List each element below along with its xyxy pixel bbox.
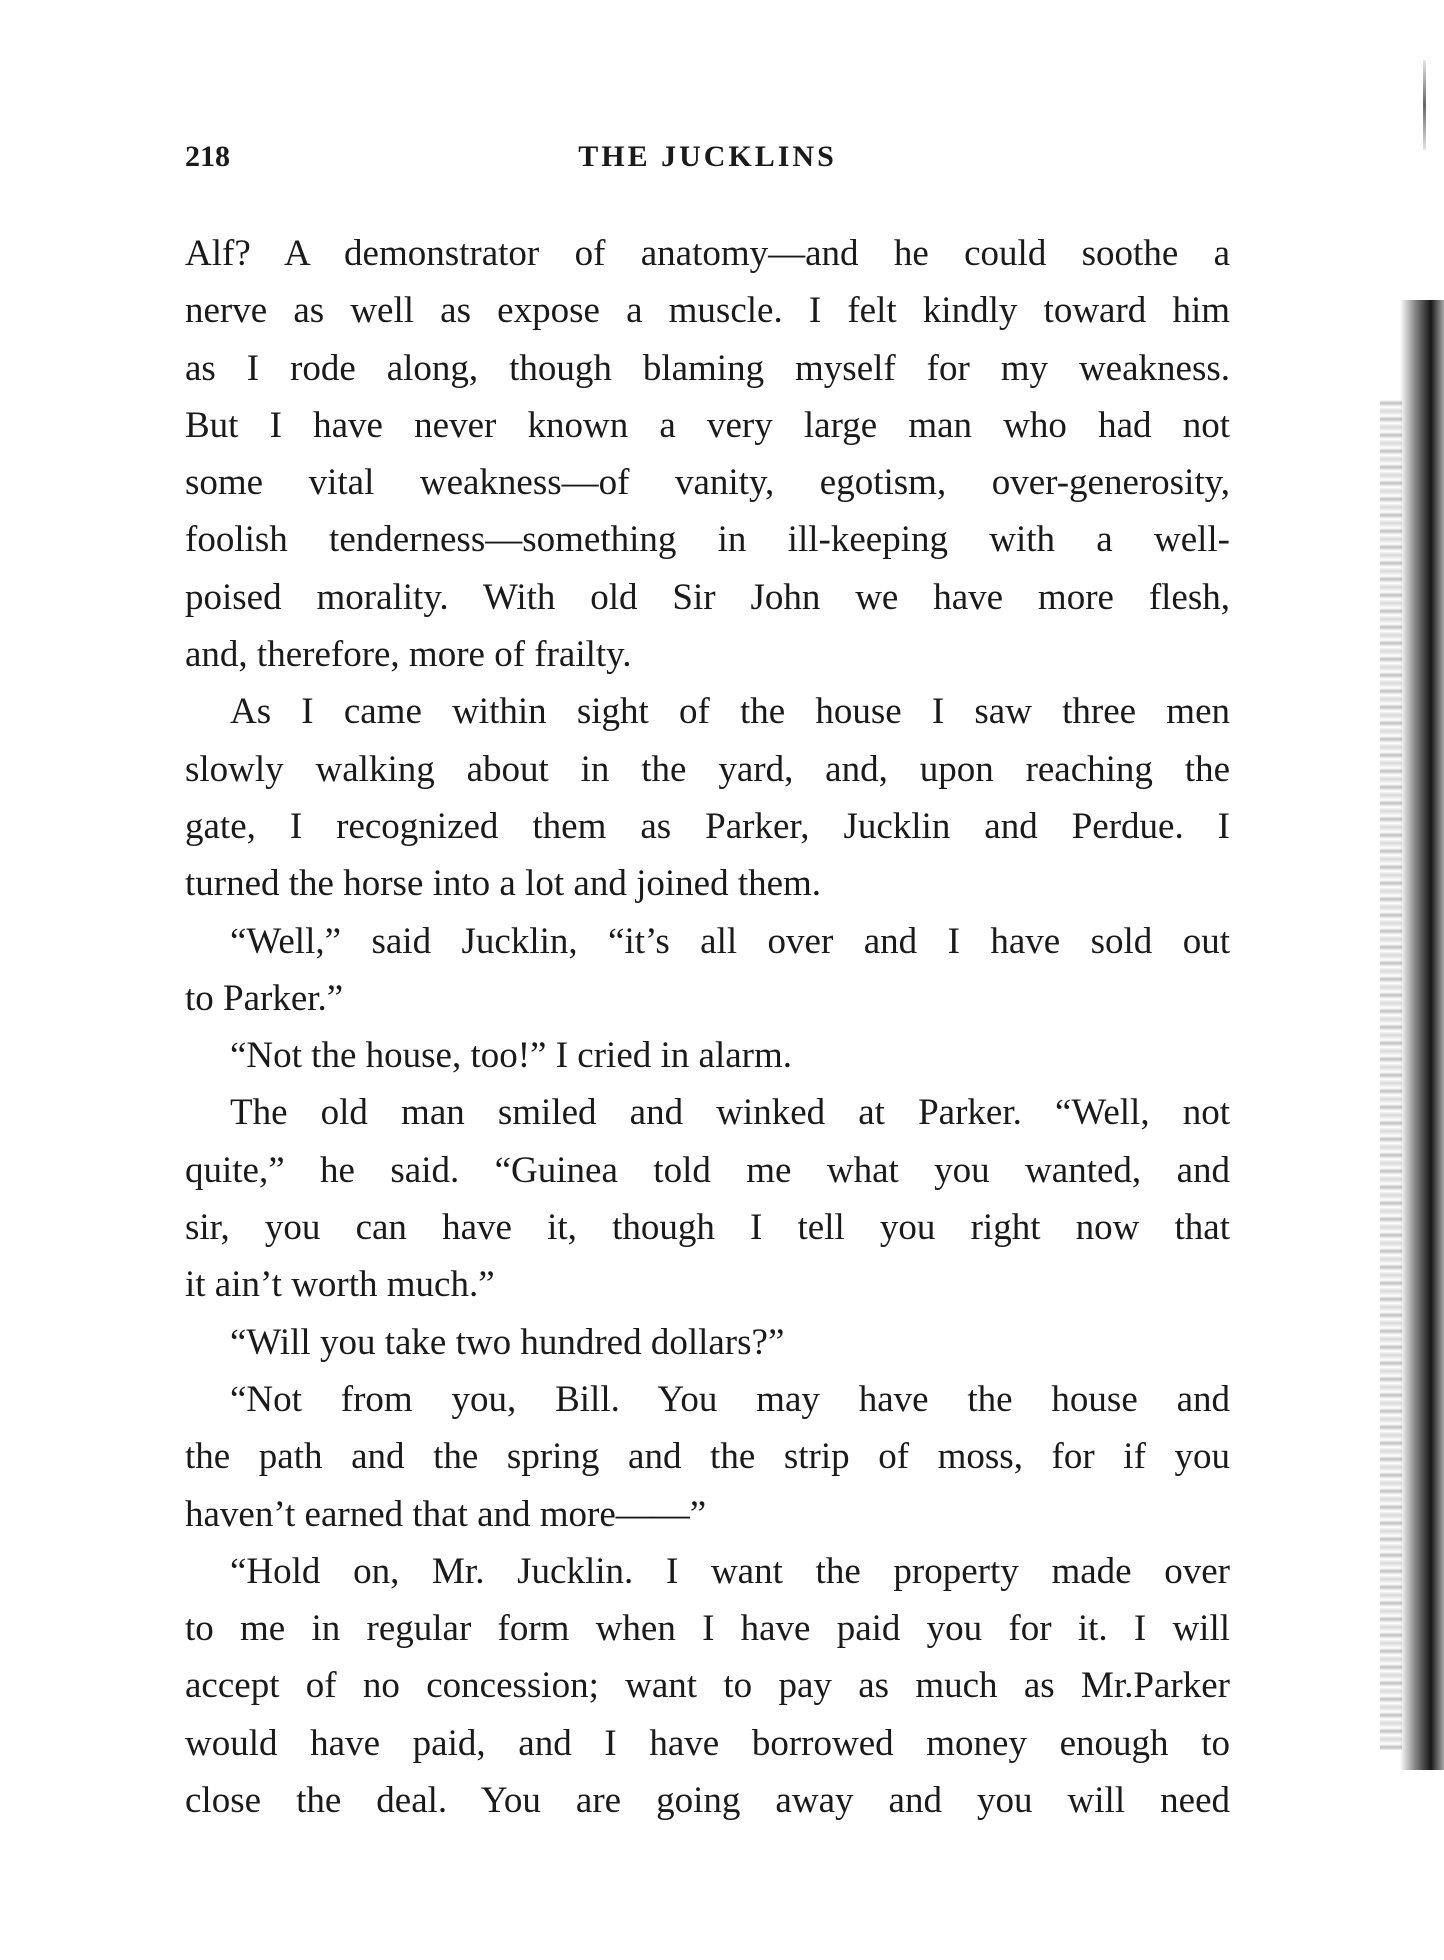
page-number: 218 — [185, 140, 230, 173]
text-line: Alf? A demonstrator of anatomy—and he could soothe a — [185, 233, 1230, 274]
text-line: close the deal. You are going away and you will need — [185, 1780, 1230, 1822]
text-line: But I have never known a very large man who had not — [185, 404, 1230, 446]
text-line: and, therefore, more of frailty. — [185, 634, 632, 676]
text-line: some vital weakness—of vanity, egotism, over-generosity, — [185, 462, 1230, 504]
text-line: accept of no concession; want to pay as much as Mr.Parker — [185, 1665, 1230, 1707]
paragraph-start-line: “Not the house, too!” I cried in alarm. — [230, 1035, 792, 1077]
text-line: foolish tenderness—something in ill-keeping with a well- — [185, 519, 1230, 561]
text-line: haven’t earned that and more——” — [185, 1493, 707, 1535]
paragraph-start-line: “Will you take two hundred dollars?” — [230, 1321, 785, 1363]
text-line: would have paid, and I have borrowed money enough to — [185, 1722, 1230, 1764]
text-line: as I rode along, though blaming myself for my weakness. — [185, 347, 1230, 389]
paragraph-start-line: “Not from you, Bill. You may have the house and — [230, 1378, 1230, 1420]
text-line: to Parker.” — [185, 977, 344, 1019]
text-line: the path and the spring and the strip of moss, for if you — [185, 1436, 1230, 1478]
text-line: quite,” he said. “Guinea told me what you wanted, and — [185, 1149, 1230, 1191]
text-line: poised morality. With old Sir John we have more flesh, — [185, 576, 1230, 618]
paragraph-start-line: “Well,” said Jucklin, “it’s all over and I have sold out — [230, 920, 1230, 962]
text-line: it ain’t worth much.” — [185, 1264, 495, 1306]
scan-edge-mark — [1423, 60, 1426, 150]
text-line: slowly walking about in the yard, and, upon reaching the — [185, 748, 1230, 790]
binding-speckle — [1380, 400, 1402, 1750]
text-line: turned the horse into a lot and joined them. — [185, 863, 822, 905]
running-head — [185, 140, 1230, 184]
text-line: sir, you can have it, though I tell you right now that — [185, 1207, 1230, 1249]
body-text — [185, 225, 1230, 1829]
book-title: THE JUCKLINS — [578, 140, 837, 173]
paragraph-start-line: “Hold on, Mr. Jucklin. I want the property made over — [230, 1550, 1230, 1592]
paragraph-start-line: The old man smiled and winked at Parker. “Well, not — [230, 1092, 1230, 1134]
paragraph-start-line: As I came within sight of the house I saw three men — [230, 691, 1230, 733]
binding-shadow — [1400, 300, 1444, 1770]
text-line: to me in regular form when I have paid you for it. I will — [185, 1608, 1230, 1650]
text-line: gate, I recognized them as Parker, Jucklin and Perdue. I — [185, 805, 1230, 847]
text-line: nerve as well as expose a muscle. I felt kindly toward him — [185, 290, 1230, 332]
